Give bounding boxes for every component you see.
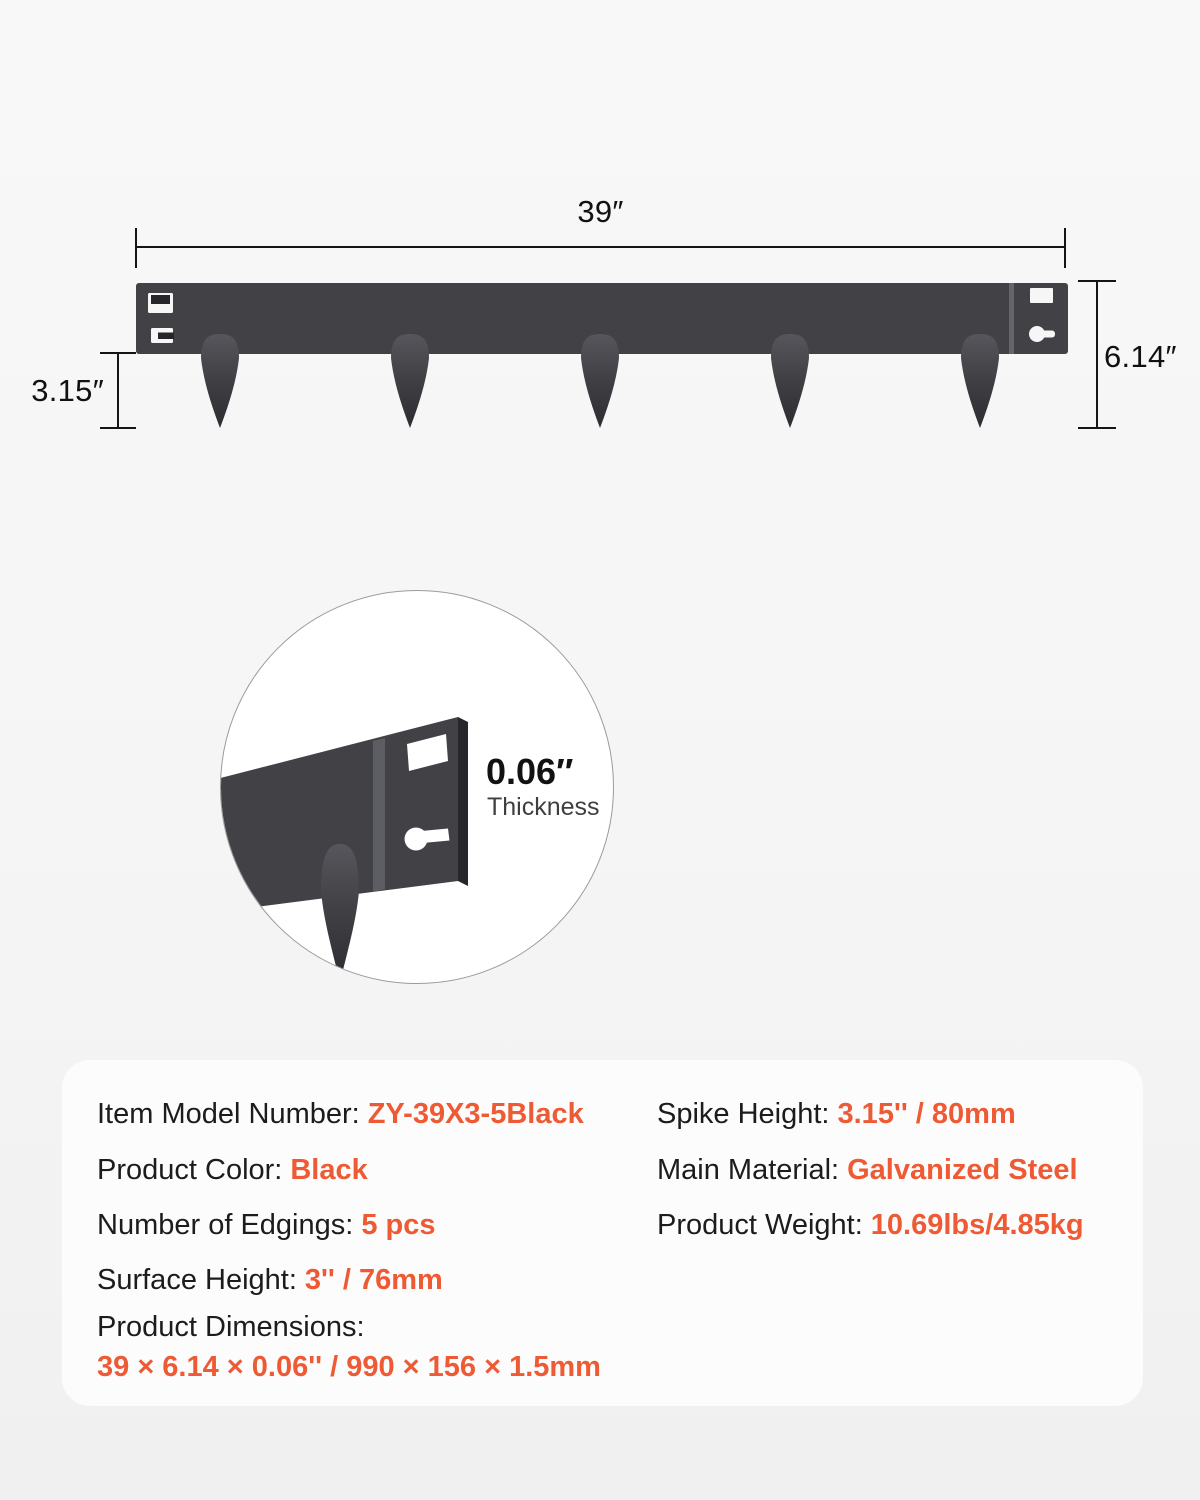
spec-product-dimensions-label xyxy=(97,1309,365,1345)
spec-label: Item Model Number: xyxy=(97,1098,360,1130)
spike-2 xyxy=(391,334,429,428)
spec-surface-height xyxy=(97,1262,443,1298)
spike-height-dimension-tick-top xyxy=(100,352,136,354)
spike-height-dimension-label: 3.15″ xyxy=(31,373,104,408)
spec-product-weight xyxy=(657,1207,1084,1243)
spike-height-dimension-line xyxy=(117,353,119,428)
spec-main-material xyxy=(657,1152,1078,1188)
spike-1 xyxy=(201,334,239,428)
detail-spike xyxy=(321,844,359,983)
spec-value: 3'' / 76mm xyxy=(304,1264,443,1296)
spec-label: Spike Height: xyxy=(657,1098,830,1130)
right-keyhole-slot xyxy=(1037,331,1055,338)
spec-value: Black xyxy=(290,1154,368,1186)
width-dimension-line xyxy=(136,246,1065,248)
spec-value: 10.69lbs/4.85kg xyxy=(870,1209,1084,1241)
right-square-hole xyxy=(1030,288,1053,303)
spec-value: 39 × 6.14 × 0.06'' / 990 × 156 × 1.5mm xyxy=(97,1351,601,1383)
spike-5 xyxy=(961,334,999,428)
spec-value: 3.15'' / 80mm xyxy=(837,1098,1016,1130)
thickness-caption: Thickness xyxy=(487,793,600,821)
spike-height-dimension-tick-bottom xyxy=(100,427,136,429)
left-tab-slot-notch xyxy=(151,295,170,304)
spec-panel xyxy=(62,1060,1143,1406)
spec-number-of-edgings xyxy=(97,1207,435,1243)
total-height-dimension-line xyxy=(1096,281,1098,428)
detail-bar-seam xyxy=(373,738,385,892)
spec-label: Product Dimensions: xyxy=(97,1311,365,1343)
spec-label: Number of Edgings: xyxy=(97,1209,354,1241)
spec-value: ZY-39X3-5Black xyxy=(367,1098,584,1130)
total-height-dimension-tick-top xyxy=(1078,280,1116,282)
width-dimension-tick-right xyxy=(1064,228,1066,268)
width-dimension-label: 39″ xyxy=(577,194,624,229)
thickness-value: 0.06″ xyxy=(486,751,574,792)
edging-illustration xyxy=(0,0,1200,470)
spec-label: Product Color: xyxy=(97,1154,283,1186)
total-height-dimension-label: 6.14″ xyxy=(1104,339,1177,374)
spec-spike-height xyxy=(657,1096,1016,1132)
spec-label: Product Weight: xyxy=(657,1209,863,1241)
left-c-slot-notch xyxy=(158,333,174,340)
detail-bar-thickness-edge xyxy=(458,717,468,886)
spec-value: 5 pcs xyxy=(361,1209,436,1241)
bar-seam xyxy=(1009,283,1014,354)
spec-value: Galvanized Steel xyxy=(847,1154,1078,1186)
spike-3 xyxy=(581,334,619,428)
spec-product-dimensions-value xyxy=(97,1349,601,1385)
spec-label: Surface Height: xyxy=(97,1264,297,1296)
total-height-dimension-tick-bottom xyxy=(1078,427,1116,429)
spec-product-color xyxy=(97,1152,368,1188)
spike-4 xyxy=(771,334,809,428)
spec-item-model-number xyxy=(97,1096,584,1132)
width-dimension-tick-left xyxy=(135,228,137,268)
spec-label: Main Material: xyxy=(657,1154,840,1186)
